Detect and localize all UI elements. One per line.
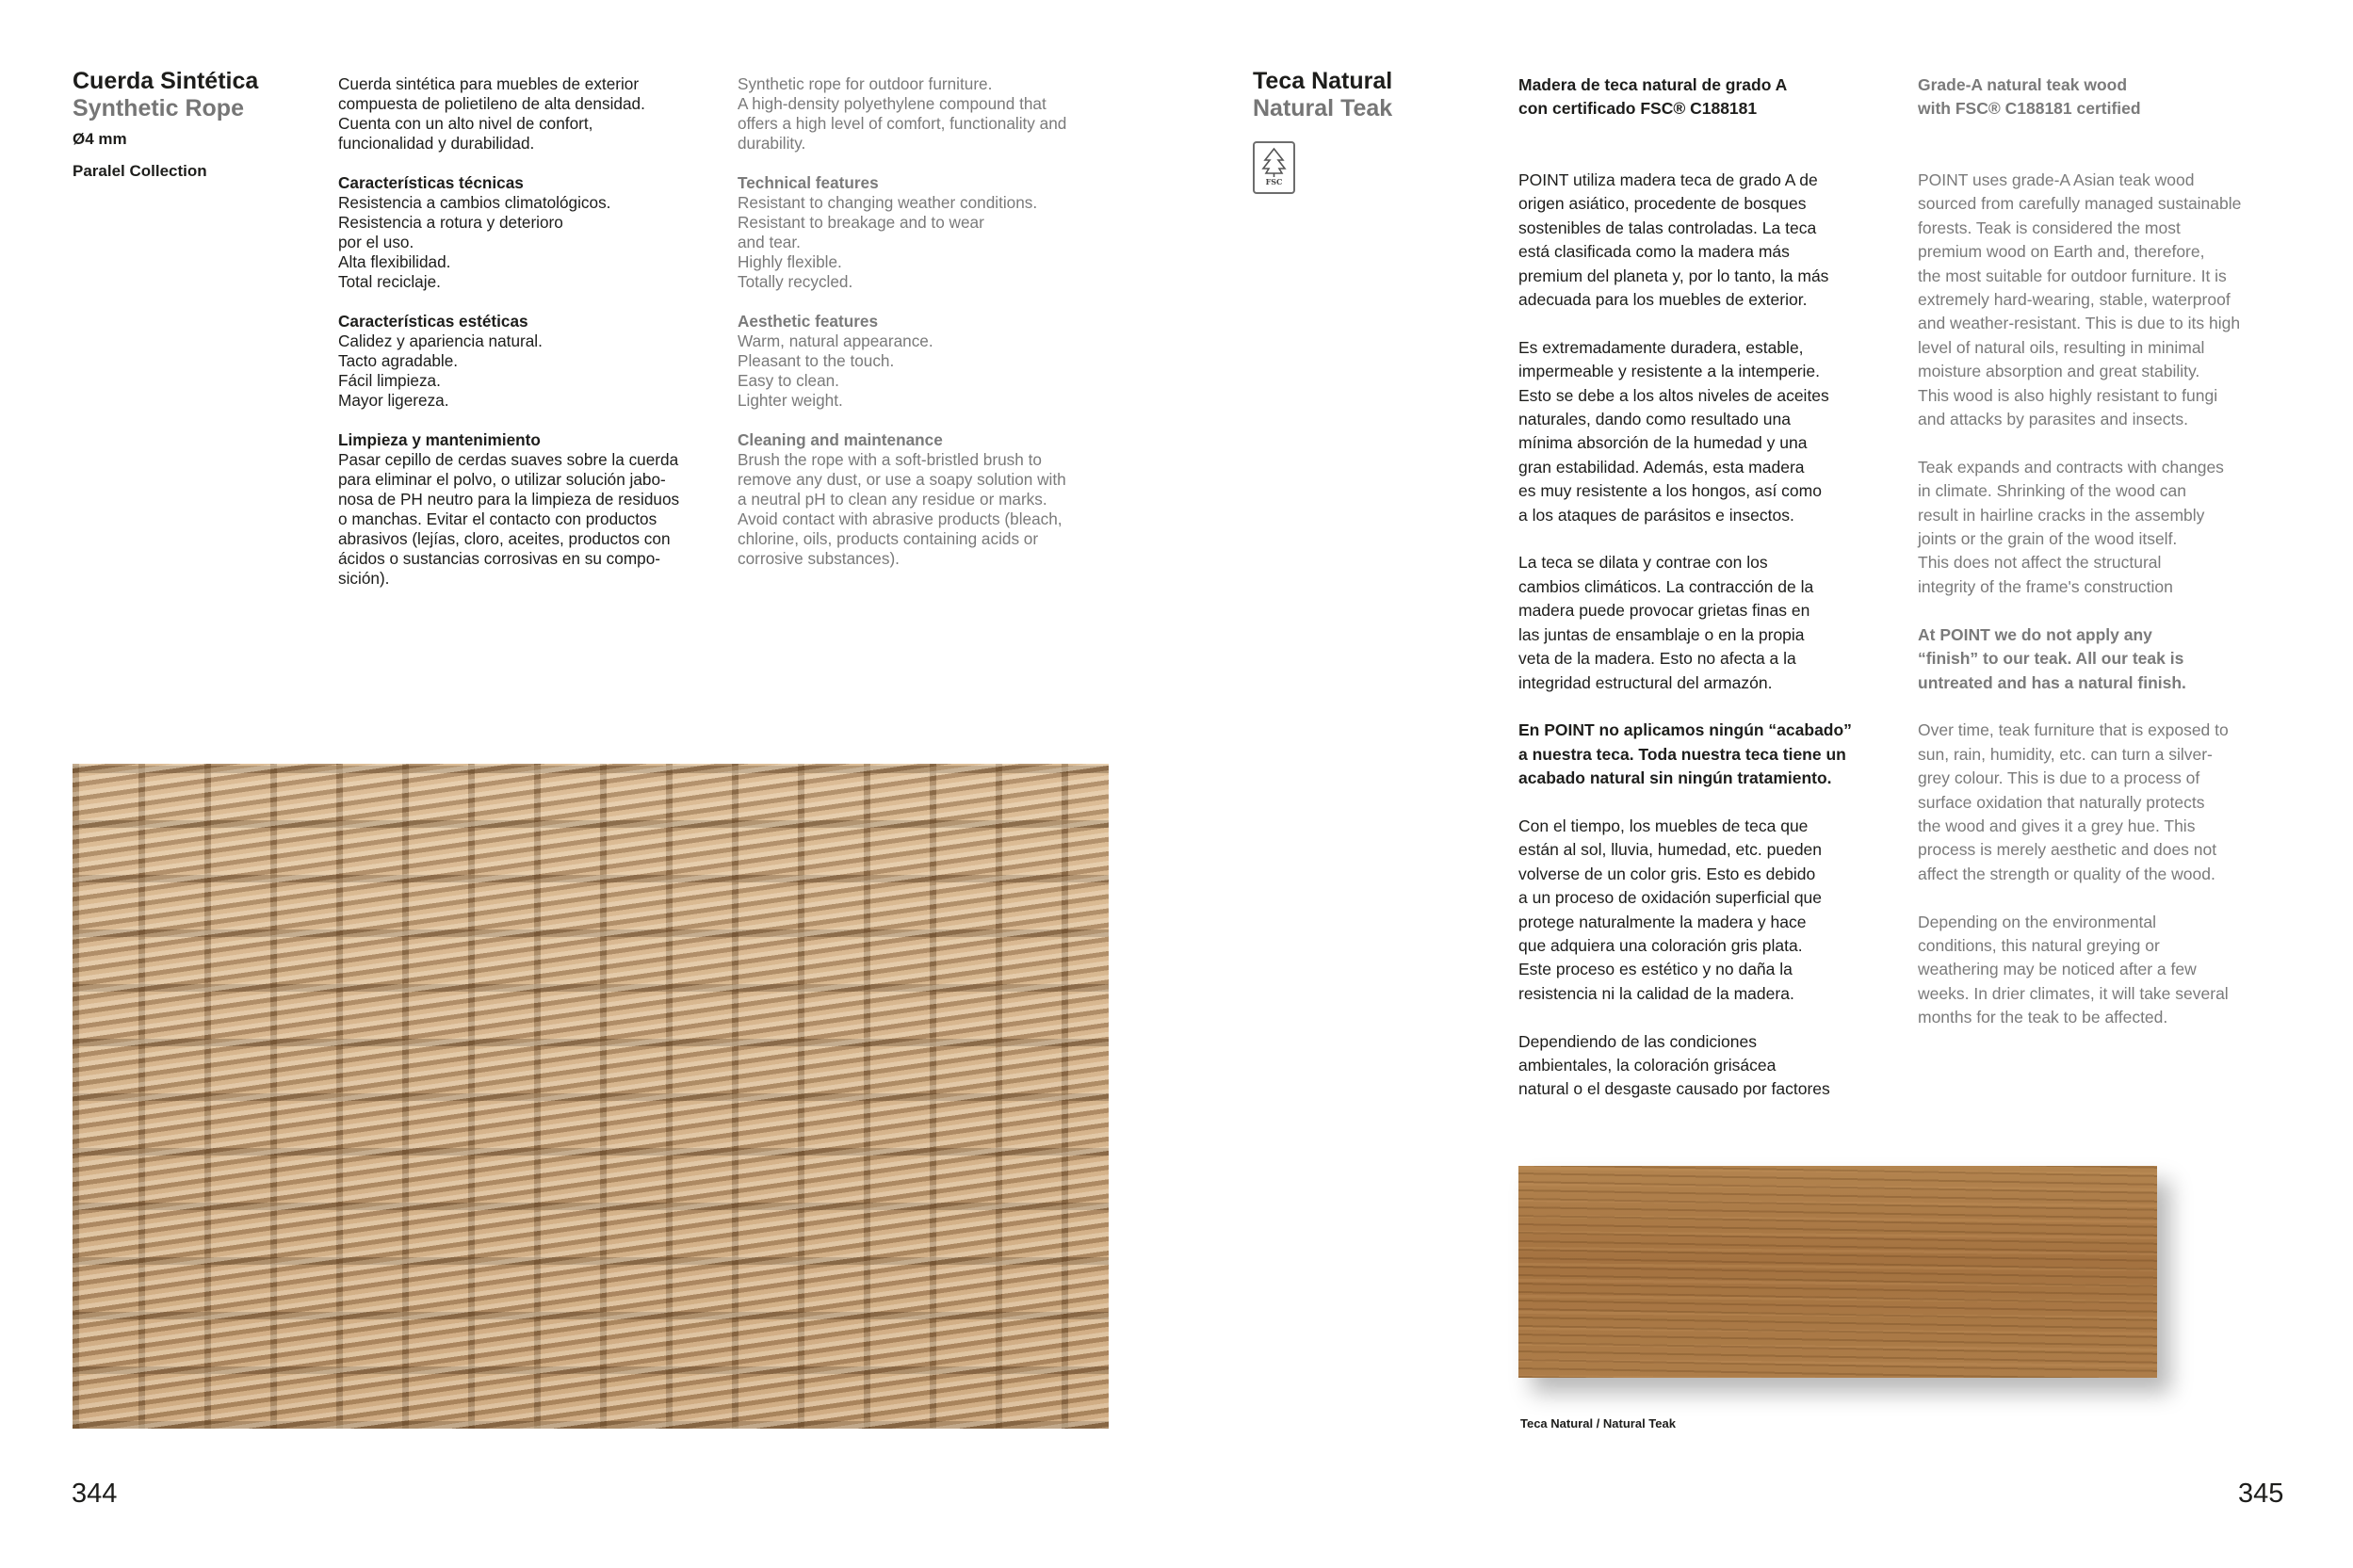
text-line: Totally recycled.: [738, 272, 853, 291]
text-line: remove any dust, or use a soapy solution with: [738, 470, 1066, 489]
teak-title: Teca Natural: [1253, 68, 1393, 94]
teak-es-emphasis: En POINT no aplicamos ningún “acabado” a nuestra teca. Toda nuestra teca tiene un acabado natural sin ningún tratamiento.: [1518, 720, 1852, 788]
rope-heading: [73, 68, 258, 182]
text-line: ácidos o sustancias corrosivas en su compo-: [338, 549, 660, 568]
rope-es-cleaning: [338, 430, 715, 589]
section-heading: Cleaning and maintenance: [738, 430, 943, 449]
text-line: Resistant to changing weather conditions.: [738, 193, 1038, 212]
text-line: Highly flexible.: [738, 252, 842, 271]
teak-heading: [1253, 68, 1392, 122]
teak-es-paragraph: La teca se dilata y contrae con los cambios climáticos. La contracción de la madera puede provocar grietas finas en las juntas de ensamblaje o en la propia veta de la madera. Esto no afecta a la integridad estructural del armazón.: [1518, 553, 1814, 692]
text-line: Easy to clean.: [738, 371, 839, 390]
text-line: Fácil limpieza.: [338, 371, 441, 390]
text-line: Synthetic rope for outdoor furniture.: [738, 74, 993, 93]
teak-swatch-caption: Teca Natural / Natural Teak: [1520, 1416, 1676, 1431]
text-line: para eliminar el polvo, o utilizar solución jabo-: [338, 470, 666, 489]
text-line: durability.: [738, 134, 806, 153]
text-line: A high-density polyethylene compound that: [738, 94, 1047, 113]
rope-en-aesthetic: [738, 312, 1133, 411]
rope-diameter: Ø4 mm: [73, 130, 127, 148]
section-heading: Technical features: [738, 173, 879, 192]
rope-en-intro: [738, 74, 1133, 154]
section-heading: Aesthetic features: [738, 312, 879, 331]
teak-es-paragraph: Es extremadamente duradera, estable, impermeable y resistente a la intemperie. Esto se debe a los altos niveles de aceites naturales, dando como resultado una mínima absorción de la humedad y una gran estabilidad. Además, esta madera es muy resistente a los hongos, así como a los ataques de parásitos e insectos.: [1518, 337, 1829, 525]
text-line: Warm, natural appearance.: [738, 331, 933, 350]
page-number-left: 344: [72, 1479, 118, 1509]
teak-es-paragraph: Dependiendo de las condiciones ambientales, la coloración grisácea natural o el desgaste causado por factores: [1518, 1031, 1830, 1099]
teak-en-emphasis: At POINT we do not apply any “finish” to our teak. All our teak is untreated and has a natural finish.: [1918, 624, 2186, 692]
teak-en-paragraph: Depending on the environmental conditions, this natural greying or weathering may be noticed after a few weeks. In drier climates, it will take several months for the teak to be affected.: [1918, 912, 2229, 1027]
text-line: funcionalidad y durabilidad.: [338, 134, 535, 153]
rope-es-technical: [338, 173, 715, 292]
text-line: Avoid contact with abrasive products (bleach,: [738, 509, 1063, 528]
rope-subtitle: Synthetic Rope: [73, 95, 244, 121]
rope-es-intro: [338, 74, 715, 154]
rope-collection: Paralel Collection: [73, 162, 207, 180]
text-line: por el uso.: [338, 233, 414, 251]
text-line: Resistencia a cambios climatológicos.: [338, 193, 611, 212]
text-line: sición).: [338, 569, 390, 588]
teak-en-paragraph: Over time, teak furniture that is exposed to sun, rain, humidity, etc. can turn a silver- grey colour. This is due to a process of surface oxidation that naturally protects the wood and gives it a grey hue. This process is merely aesthetic and does not affect the strength or quality of the wood.: [1918, 720, 2229, 883]
text-line: Cuenta con un alto nivel de confort,: [338, 114, 593, 133]
text-line: Resistencia a rotura y deterioro: [338, 213, 563, 232]
text-line: Pleasant to the touch.: [738, 351, 895, 370]
text-line: Lighter weight.: [738, 391, 843, 410]
teak-es-paragraph: POINT utiliza madera teca de grado A de origen asiático, procedente de bosques sostenibles de talas controladas. La teca está clasificada como la madera más premium del planeta y, por lo tanto, la más adecuada para los muebles de exterior.: [1518, 170, 1829, 310]
teak-en-paragraph: Teak expands and contracts with changes in climate. Shrinking of the wood can result in hairline cracks in the assembly joints or the grain of the wood itself. This does not affect the structural integrity of the frame's construction: [1918, 457, 2224, 596]
rope-english-column: [738, 74, 1133, 589]
text-line: Total reciclaje.: [338, 272, 441, 291]
teak-en-paragraph: POINT uses grade-A Asian teak wood sourced from carefully managed sustainable forests. Teak is considered the most premium wood on Earth and, therefore, the most suitable for outdoor furniture. It is extremely hard-wearing, stable, waterproof and weather-resistant. This is due to its high level of natural oils, resulting in minimal moisture absorption and great stability. This wood is also highly resistant to fungi and attacks by parasites and insects.: [1918, 170, 2242, 429]
teak-spanish-column: [1518, 73, 1895, 1125]
text-line: abrasivos (lejías, cloro, aceites, productos con: [338, 529, 671, 548]
rope-en-technical: [738, 173, 1133, 292]
text-line: a neutral pH to clean any residue or marks.: [738, 490, 1047, 509]
text-line: Alta flexibilidad.: [338, 252, 451, 271]
text-line: offers a high level of comfort, functionality and: [738, 114, 1067, 133]
text-line: Cuerda sintética para muebles de exterior: [338, 74, 640, 93]
text-line: Calidez y apariencia natural.: [338, 331, 543, 350]
fsc-logo-icon: [1253, 141, 1295, 194]
teak-en-heading: Grade-A natural teak wood with FSC® C188181 certified: [1918, 75, 2141, 118]
section-heading: Características técnicas: [338, 173, 524, 192]
teak-es-paragraph: Con el tiempo, los muebles de teca que están al sol, lluvia, humedad, etc. pueden volverse de un color gris. Esto es debido a un proceso de oxidación superficial que protege naturalmente la madera y hace que adquiera una coloración gris plata. Este proceso es estético y no daña la resistencia ni la calidad de la madera.: [1518, 816, 1823, 1003]
text-line: nosa de PH neutro para la limpieza de residuos: [338, 490, 680, 509]
rope-en-cleaning: [738, 430, 1133, 569]
section-heading: Limpieza y mantenimiento: [338, 430, 541, 449]
text-line: Resistant to breakage and to wear: [738, 213, 984, 232]
section-heading: Características estéticas: [338, 312, 528, 331]
text-line: compuesta de polietileno de alta densidad.: [338, 94, 645, 113]
teak-es-heading: Madera de teca natural de grado A con certificado FSC® C188181: [1518, 75, 1788, 118]
teak-subtitle: Natural Teak: [1253, 95, 1393, 121]
text-line: corrosive substances).: [738, 549, 900, 568]
text-line: Mayor ligereza.: [338, 391, 449, 410]
text-line: Pasar cepillo de cerdas suaves sobre la cuerda: [338, 450, 679, 469]
fsc-label: FSC: [1265, 177, 1283, 186]
text-line: Brush the rope with a soft-bristled brush to: [738, 450, 1042, 469]
text-line: Tacto agradable.: [338, 351, 459, 370]
rope-texture-image: [73, 764, 1109, 1429]
text-line: o manchas. Evitar el contacto con productos: [338, 509, 657, 528]
rope-es-aesthetic: [338, 312, 715, 411]
rope-title: Cuerda Sintética: [73, 68, 259, 94]
text-line: chlorine, oils, products containing acids or: [738, 529, 1039, 548]
page-number-right: 345: [2238, 1479, 2284, 1509]
text-line: and tear.: [738, 233, 801, 251]
teak-swatch-image: [1518, 1166, 2157, 1378]
teak-english-column: [1918, 73, 2313, 1054]
rope-spanish-column: [338, 74, 715, 608]
fsc-tree-icon: [1255, 143, 1293, 192]
